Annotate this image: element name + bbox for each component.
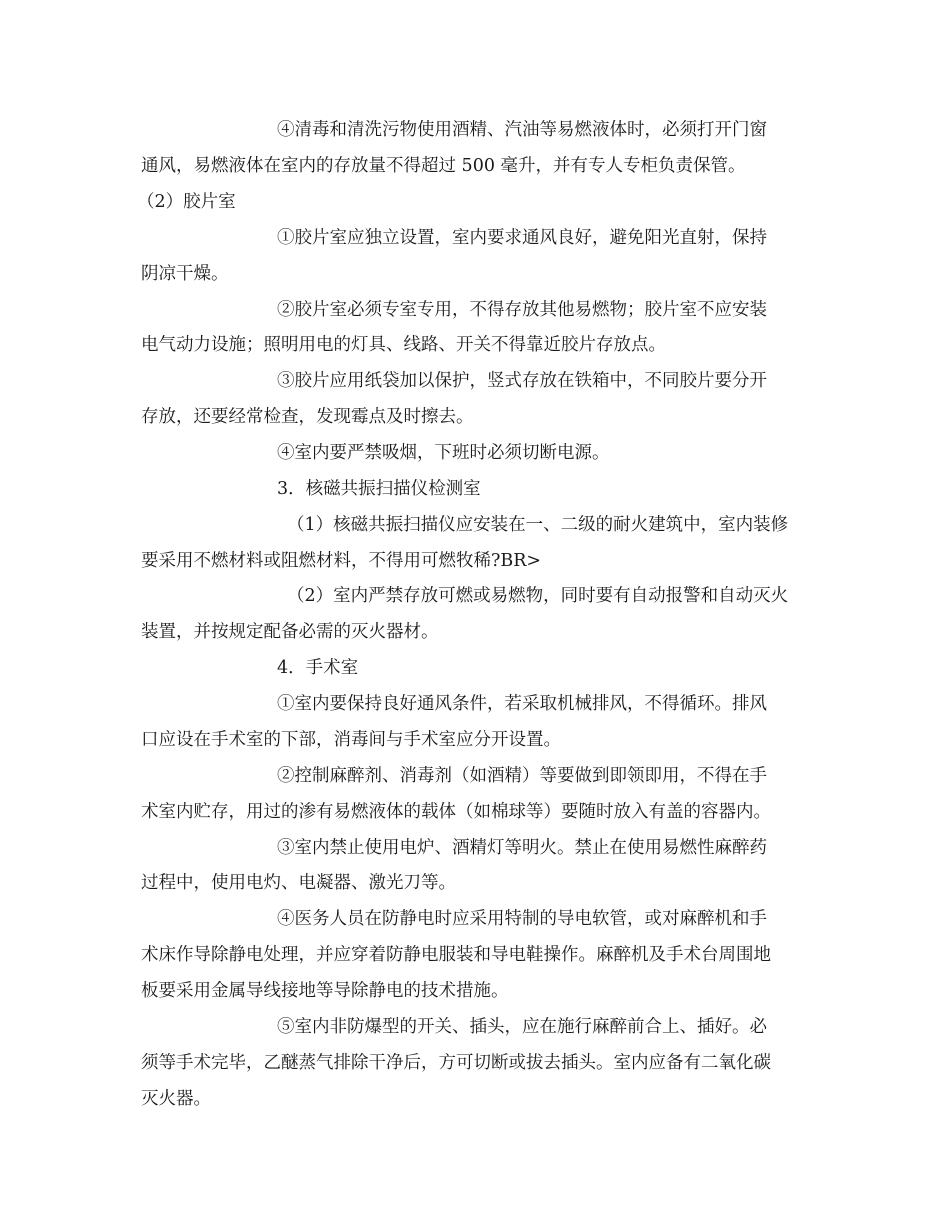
- paragraph-line: ④清毒和清洗污物使用酒精、汽油等易燃液体时，必须打开门窗: [277, 120, 767, 140]
- paragraph-line: ①室内要保持良好通风条件，若采取机械排风，不得循环。排风: [277, 694, 767, 714]
- paragraph-line: 阴凉干燥。: [141, 264, 229, 284]
- paragraph-line: （1）核磁共振扫描仪应安装在一、二级的耐火建筑中，室内装修: [287, 515, 789, 535]
- paragraph-line: 术床作导除静电处理，并应穿着防静电服装和导电鞋操作。麻醉机及手术台周围地: [141, 945, 771, 965]
- paragraph-line: 板要采用金属导线接地等导除静电的技术措施。: [141, 981, 509, 1001]
- paragraph-line: ②控制麻醉剂、消毒剂（如酒精）等要做到即领即用，不得在手: [277, 766, 767, 786]
- section-heading: 4．手术室: [277, 658, 359, 678]
- paragraph-line: 要采用不燃材料或阻燃材料，不得用可燃牧稀?BR>: [141, 551, 542, 571]
- paragraph-line: ③胶片应用纸袋加以保护，竖式存放在铁箱中，不同胶片要分开: [277, 371, 767, 391]
- paragraph-line: 装置，并按规定配备必需的灭火器材。: [141, 622, 439, 642]
- paragraph-line: 存放，还要经常检查，发现霉点及时擦去。: [141, 407, 474, 427]
- paragraph-line: 灭火器。: [141, 1089, 211, 1109]
- paragraph-line: ②胶片室必须专室专用，不得存放其他易燃物；胶片室不应安装: [277, 300, 767, 320]
- paragraph-line: 口应设在手术室的下部，消毒间与手术室应分开设置。: [141, 730, 561, 750]
- paragraph-line: 电气动力设施；照明用电的灯具、线路、开关不得靠近胶片存放点。: [141, 335, 666, 355]
- paragraph-line: 须等手术完毕，乙醚蒸气排除干净后，方可切断或拔去插头。室内应备有二氧化碳: [141, 1053, 771, 1073]
- paragraph-line: ③室内禁止使用电炉、酒精灯等明火。禁止在使用易燃性麻醉药: [277, 838, 767, 858]
- paragraph-line: ④室内要严禁吸烟，下班时必须切断电源。: [277, 443, 610, 463]
- paragraph-line: 过程中，使用电灼、电凝器、激光刀等。: [141, 873, 456, 893]
- section-heading: 3．核磁共振扫描仪检测室: [277, 479, 481, 499]
- paragraph-line: 通风，易燃液体在室内的存放量不得超过 500 毫升，并有专人专柜负责保管。: [141, 156, 746, 176]
- paragraph-line: 术室内贮存，用过的渗有易燃液体的载体（如棉球等）要随时放入有盖的容器内。: [141, 802, 771, 822]
- paragraph-line: ④医务人员在防静电时应采用特制的导电软管，或对麻醉机和手: [277, 909, 767, 929]
- section-heading: （2）胶片室: [137, 192, 236, 212]
- paragraph-line: ⑤室内非防爆型的开关、插头，应在施行麻醉前合上、插好。必: [277, 1017, 767, 1037]
- paragraph-line: （2）室内严禁存放可燃或易燃物，同时要有自动报警和自动灭火: [287, 586, 789, 606]
- paragraph-line: ①胶片室应独立设置，室内要求通风良好，避免阳光直射，保持: [277, 228, 767, 248]
